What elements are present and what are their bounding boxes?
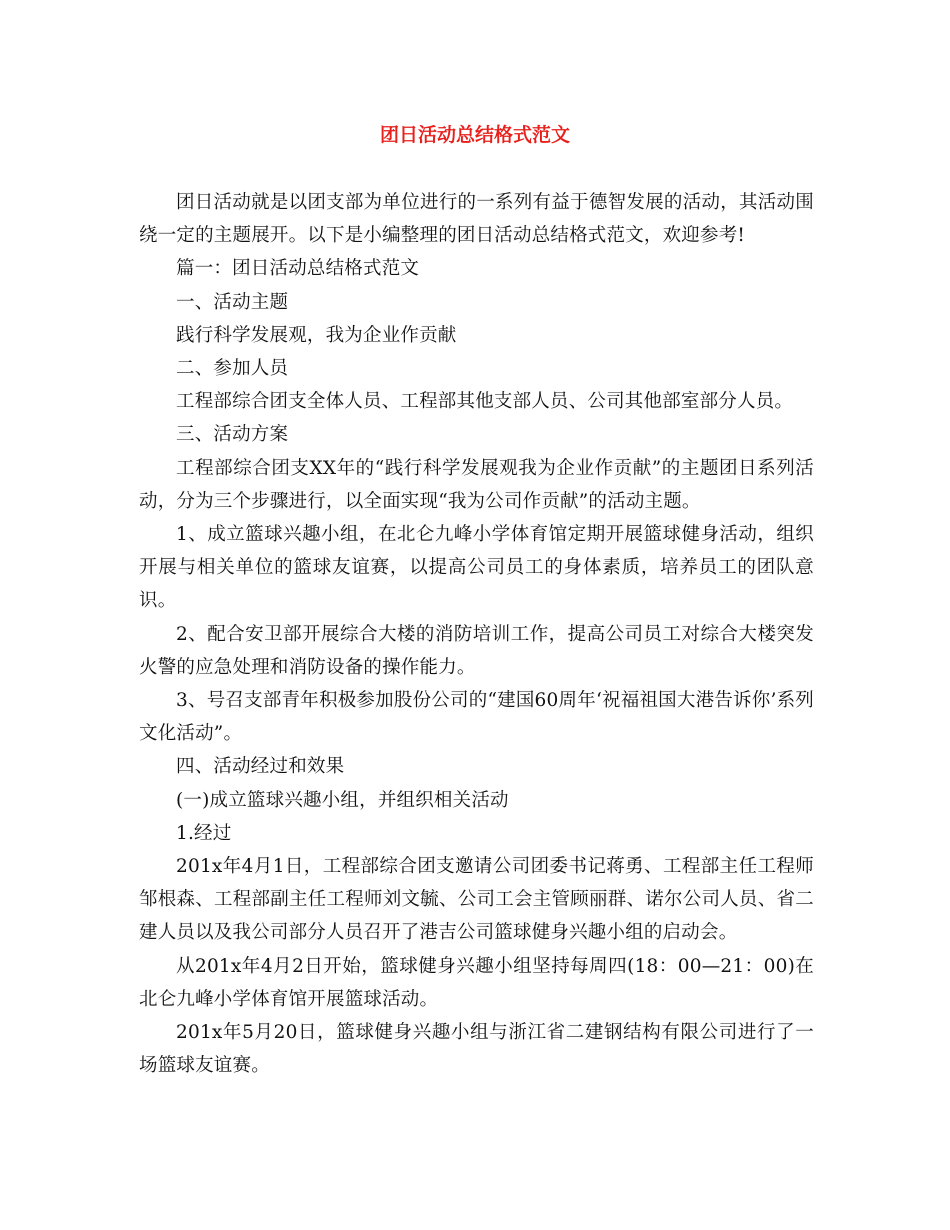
document-title: 团日活动总结格式范文 bbox=[379, 124, 570, 146]
paragraph-plan: 工程部综合团支XX年的“践行科学发展观我为企业作贡献”的主题团日系列活动，分为三个步骤进行，以全面实现“我为公司作贡献”的活动主题。 bbox=[139, 457, 814, 512]
paragraph-participants: 工程部综合团支全体人员、工程部其他支部人员、公司其他部室部分人员。 bbox=[176, 391, 794, 413]
paragraph-plan-step-1: 1、成立篮球兴趣小组，在北仑九峰小学体育馆定期开展篮球健身活动，组织开展与相关单位的篮球友谊赛，以提高公司员工的身体素质，培养员工的团队意识。 bbox=[139, 524, 814, 612]
paragraph-plan-step-3: 3、号召支部青年积极参加股份公司的“建国60周年‘祝福祖国大港告诉你’系列文化活动”。 bbox=[139, 690, 814, 745]
paragraph-theme: 践行科学发展观，我为企业作贡献 bbox=[176, 324, 457, 346]
subsection-heading-basketball: (一)成立篮球兴趣小组，并组织相关活动 bbox=[176, 789, 509, 811]
paragraph-plan-step-2: 2、配合安卫部开展综合大楼的消防培训工作，提高公司员工对综合大楼突发火警的应急处理和消防设备的操作能力。 bbox=[139, 623, 814, 678]
paragraph-part-one-heading: 篇一：团日活动总结格式范文 bbox=[176, 258, 420, 280]
paragraph-process-may-20: 201x年5月20日，篮球健身兴趣小组与浙江省二建钢结构有限公司进行了一场篮球友谊赛。 bbox=[139, 1022, 814, 1077]
paragraph-intro: 团日活动就是以团支部为单位进行的一系列有益于德智发展的活动，其活动围绕一定的主题展开。以下是小编整理的团日活动总结格式范文，欢迎参考! bbox=[139, 192, 814, 247]
section-heading-participants: 二、参加人员 bbox=[176, 358, 289, 380]
paragraph-process-april-1: 201x年4月1日，工程部综合团支邀请公司团委书记蒋勇、工程部主任工程师邹根森、工程部副主任工程师刘文毓、公司工会主管顾丽群、诺尔公司人员、省二建人员以及我公司部分人员召开了港吉公司篮球健身兴趣小组的启动会。 bbox=[139, 856, 814, 944]
section-heading-plan: 三、活动方案 bbox=[176, 424, 289, 446]
section-heading-process: 四、活动经过和效果 bbox=[176, 756, 345, 778]
subsection-heading-process: 1.经过 bbox=[176, 822, 232, 844]
document-body bbox=[139, 186, 814, 1082]
section-heading-theme: 一、活动主题 bbox=[176, 291, 289, 313]
paragraph-process-april-2: 从201x年4月2日开始，篮球健身兴趣小组坚持每周四(18：00—21：00)在北仑九峰小学体育馆开展篮球活动。 bbox=[139, 955, 814, 1010]
